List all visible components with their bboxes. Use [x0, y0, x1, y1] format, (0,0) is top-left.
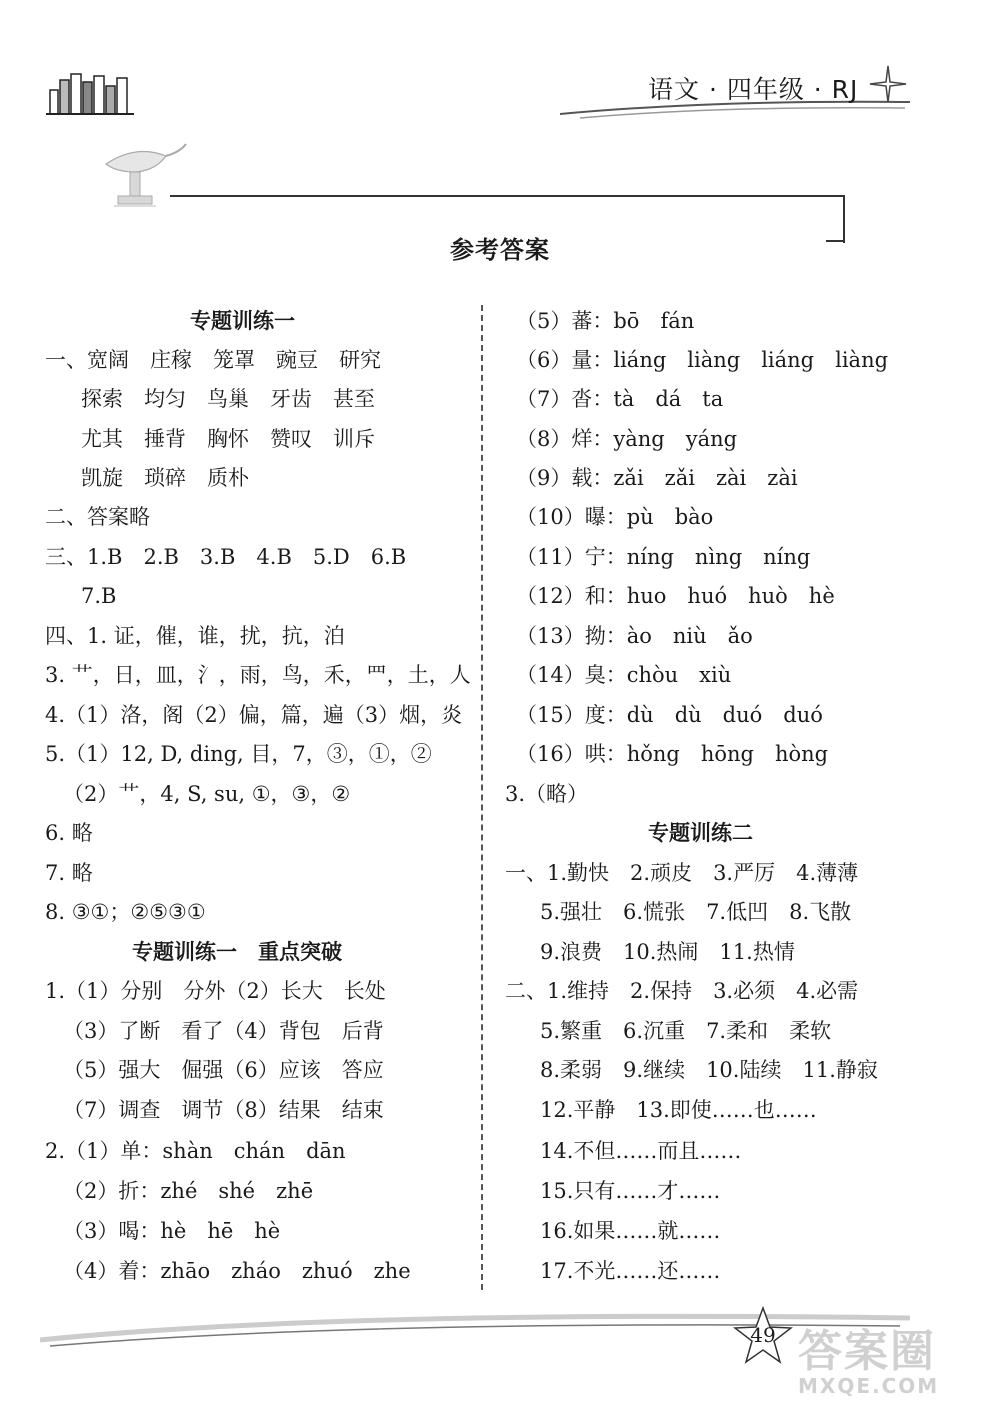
answer-line: （10）曝：pù bào [516, 505, 714, 529]
answer-line: （14）臭：chòu xiù [516, 663, 732, 687]
answer-line: （6）量：liáng liàng liáng liàng [516, 348, 889, 372]
answer-line: 5.强壮 6.慌张 7.低凹 8.飞散 [540, 900, 852, 924]
answer-line: 3. 艹，日，皿，氵，雨，鸟，禾，罒，土，人 [45, 663, 471, 687]
answer-line: （15）度：dù dù duó duó [516, 703, 823, 727]
answer-line: 8. ③①；②⑤③① [45, 900, 206, 924]
answer-line: （2）艹，4, S, su, ①，③，② [63, 782, 351, 806]
section-heading: 专题训练二 [648, 821, 753, 845]
answer-line: 9.浪费 10.热闹 11.热情 [540, 940, 795, 964]
answer-line: （3）喝：hè hē hè [63, 1219, 281, 1243]
answer-line: 尤其 捶背 胸怀 赞叹 训斥 [81, 427, 375, 451]
books-illustration [46, 70, 134, 116]
answer-line: （11）宁：níng nìng níng [516, 545, 811, 569]
answer-line: 4.（1）洛，阁（2）偏，篇，遍（3）烟，炎 [45, 703, 463, 727]
watermark-url: MXQE.COM [798, 1374, 940, 1398]
answer-line: （5）强大 倔强（6）应该 答应 [63, 1058, 384, 1082]
page-number: 49 [750, 1323, 776, 1347]
answer-line: （3）了断 看了（4）背包 后背 [63, 1019, 384, 1043]
answer-line: 凯旋 琐碎 质朴 [81, 466, 249, 490]
answer-line: 二、1.维持 2.保持 3.必须 4.必需 [505, 979, 859, 1003]
sparkle-icon [868, 64, 908, 104]
answer-line: （2）折：zhé shé zhē [63, 1179, 314, 1203]
answer-line: 15.只有……才…… [540, 1179, 721, 1203]
answer-line: 7. 略 [45, 861, 93, 885]
answer-line: 一、1.勤快 2.顽皮 3.严厉 4.薄薄 [505, 861, 859, 885]
column-divider [481, 305, 483, 1290]
section-heading: 专题训练一 重点突破 [132, 940, 342, 964]
answer-line: 17.不光……还…… [540, 1259, 721, 1283]
answer-line: （16）哄：hǒng hōng hòng [516, 742, 829, 766]
answer-line: （7）沓：tà dá ta [516, 387, 724, 411]
answer-line: （8）烊：yàng yáng [516, 427, 738, 451]
answer-line: 8.柔弱 9.继续 10.陆续 11.静寂 [540, 1058, 878, 1082]
answer-line: 12.平静 13.即使……也…… [540, 1098, 817, 1122]
answer-line: 1.（1）分别 分外（2）长大 长处 [45, 979, 386, 1003]
answer-line: 一、宽阔 庄稼 笼罩 豌豆 研究 [45, 348, 381, 372]
answer-line: （13）拗：ào niù ǎo [516, 624, 753, 648]
answer-line: （4）着：zhāo zháo zhuó zhe [63, 1259, 411, 1283]
answer-line: （9）载：zǎi zǎi zài zài [516, 466, 798, 490]
answer-line: 6. 略 [45, 821, 93, 845]
answer-line: 四、1. 证，催，谁，扰，抗，泊 [45, 624, 345, 648]
header-title: 语文 · 四年级 · RJ [648, 75, 859, 104]
answer-line: 16.如果……就…… [540, 1219, 721, 1243]
answer-line: 2.（1）单：shàn chán dān [45, 1139, 346, 1163]
answer-line: 三、1.B 2.B 3.B 4.B 5.D 6.B [45, 545, 407, 569]
answer-line: 5.繁重 6.沉重 7.柔和 柔软 [540, 1019, 832, 1043]
answer-line: 7.B [81, 584, 117, 608]
answer-line: （12）和：huo huó huò hè [516, 584, 835, 608]
section-heading: 专题训练一 [190, 309, 295, 333]
answer-line: 二、答案略 [45, 505, 150, 529]
page-title: 参考答案 [450, 236, 550, 264]
answer-line: 探索 均匀 鸟巢 牙齿 甚至 [81, 387, 375, 411]
answer-line: （5）蕃：bō fán [516, 309, 695, 333]
watermark [798, 1326, 940, 1398]
answer-line: （7）调查 调节（8）结果 结束 [63, 1098, 384, 1122]
answer-line: 3.（略） [505, 782, 589, 806]
watermark-logo-text: 答案圈 [798, 1326, 936, 1377]
answer-line: 14.不但……而且…… [540, 1139, 742, 1163]
answer-line: 5.（1）12, D, ding, 目，7，③，①，② [45, 742, 432, 766]
